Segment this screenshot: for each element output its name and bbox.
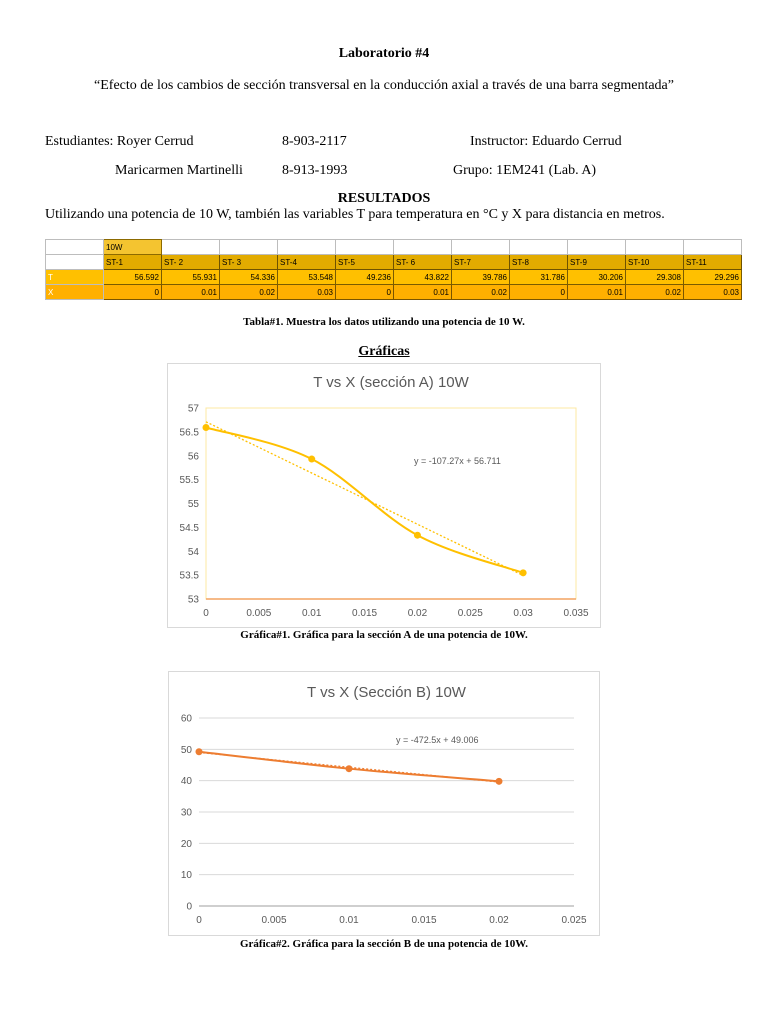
y-tick-label: 40 <box>180 776 192 788</box>
chart-title: T vs X (sección A) 10W <box>313 374 469 391</box>
y-tick-label: 54 <box>187 546 199 558</box>
x-tick-label: 0.02 <box>407 608 428 619</box>
table-caption: Tabla#1. Muestra los datos utilizando una potencia de 10 W. <box>243 316 525 328</box>
station-header: ST-5 <box>336 255 394 270</box>
station-header: ST-9 <box>568 255 626 270</box>
x-tick-label: 0.005 <box>246 608 272 619</box>
document-title: Laboratorio #4 <box>338 46 430 61</box>
station-header: ST-10 <box>626 255 684 270</box>
x-tick-label: 0.025 <box>457 608 483 619</box>
station-header: ST-1 <box>104 255 162 270</box>
chart-svg <box>169 672 599 935</box>
trendline <box>206 422 523 576</box>
results-heading: RESULTADOS <box>337 191 431 206</box>
data-point <box>346 765 353 772</box>
station-header: ST-8 <box>510 255 568 270</box>
x-tick-label: 0.025 <box>561 915 587 926</box>
table-row <box>46 255 742 270</box>
table-cell: 29.308 <box>626 270 684 285</box>
station-header: ST-4 <box>278 255 336 270</box>
x-tick-label: 0 <box>203 608 209 619</box>
table-cell: 0.01 <box>162 285 220 300</box>
table-cell: 43.822 <box>394 270 452 285</box>
y-tick-label: 20 <box>180 838 192 850</box>
station-header: ST- 2 <box>162 255 220 270</box>
trendline-equation: y = -107.27x + 56.711 <box>414 456 501 466</box>
data-point <box>520 569 527 576</box>
station-header: ST- 6 <box>394 255 452 270</box>
y-tick-label: 0 <box>186 901 192 913</box>
x-tick-label: 0 <box>196 915 202 926</box>
chart-section-a <box>167 363 601 628</box>
chart-section-b <box>168 671 600 936</box>
table-cell: 56.592 <box>104 270 162 285</box>
table-cell: 0.01 <box>568 285 626 300</box>
plot-area <box>206 408 576 599</box>
y-tick-label: 56.5 <box>179 427 199 439</box>
chart-title: T vs X (Sección B) 10W <box>307 684 466 701</box>
x-tick-label: 0.01 <box>339 915 359 926</box>
x-tick-label: 0.035 <box>563 608 589 619</box>
trendline-equation: y = -472.5x + 49.006 <box>396 735 479 745</box>
row-label-x: X <box>46 285 104 300</box>
y-tick-label: 53.5 <box>179 570 199 582</box>
y-tick-label: 53 <box>187 594 199 606</box>
x-tick-label: 0.03 <box>513 608 533 619</box>
station-header: ST- 3 <box>220 255 278 270</box>
y-tick-label: 50 <box>180 744 192 756</box>
table-row <box>46 270 742 285</box>
students-label: Estudiantes: Royer Cerrud <box>45 134 194 149</box>
table-cell: 0.01 <box>394 285 452 300</box>
results-intro: Utilizando una potencia de 10 W, también las variables T para temperatura en °C y X para distancia en metros. <box>45 207 665 222</box>
table-cell: 49.236 <box>336 270 394 285</box>
table-cell: 53.548 <box>278 270 336 285</box>
student1-id: 8-903-2117 <box>282 134 347 149</box>
chart-b-caption: Gráfica#2. Gráfica para la sección B de una potencia de 10W. <box>239 938 529 950</box>
x-tick-label: 0.005 <box>261 915 287 926</box>
row-label-t: T <box>46 270 104 285</box>
x-tick-label: 0.015 <box>352 608 378 619</box>
table-cell: 30.206 <box>568 270 626 285</box>
data-point <box>196 748 203 755</box>
table-cell: 0.03 <box>684 285 742 300</box>
table-cell: 54.336 <box>220 270 278 285</box>
table-cell: 0 <box>510 285 568 300</box>
series-line <box>206 427 523 572</box>
table-cell: 0 <box>104 285 162 300</box>
data-table <box>45 239 742 300</box>
group: Grupo: 1EM241 (Lab. A) <box>453 163 597 178</box>
y-tick-label: 55 <box>187 499 199 510</box>
table-cell: 31.786 <box>510 270 568 285</box>
document-subtitle: “Efecto de los cambios de sección transversal en la conducción axial a través de una barra segmentada” <box>94 78 674 93</box>
y-tick-label: 10 <box>180 870 192 882</box>
y-tick-label: 57 <box>187 403 199 415</box>
table-cell: 29.296 <box>684 270 742 285</box>
station-header: ST-11 <box>684 255 742 270</box>
data-point <box>203 424 210 431</box>
student2-name: Maricarmen Martinelli <box>115 163 243 178</box>
chart-a-caption: Gráfica#1. Gráfica para la sección A de una potencia de 10W. <box>240 629 528 641</box>
data-point <box>308 456 315 463</box>
table-cell: 0.02 <box>626 285 684 300</box>
x-tick-label: 0.02 <box>489 915 509 926</box>
table-cell: 39.786 <box>452 270 510 285</box>
table-cell: 0.02 <box>452 285 510 300</box>
table-cell: 0.02 <box>220 285 278 300</box>
table-cell: 0.03 <box>278 285 336 300</box>
instructor: Instructor: Eduardo Cerrud <box>470 134 622 149</box>
station-header: ST-7 <box>452 255 510 270</box>
x-tick-label: 0.01 <box>301 608 322 619</box>
data-point <box>414 532 421 539</box>
x-tick-label: 0.015 <box>411 915 437 926</box>
power-label: 10W <box>104 240 162 255</box>
y-tick-label: 30 <box>180 807 192 819</box>
chart-svg <box>168 364 600 627</box>
data-point <box>496 778 503 785</box>
table-row <box>46 285 742 300</box>
y-tick-label: 56 <box>187 451 199 463</box>
y-tick-label: 54.5 <box>179 522 199 534</box>
student2-id: 8-913-1993 <box>282 163 348 178</box>
graphs-heading: Gráficas <box>358 344 410 359</box>
table-cell: 55.931 <box>162 270 220 285</box>
y-tick-label: 55.5 <box>179 475 199 487</box>
y-tick-label: 60 <box>180 713 192 725</box>
table-cell: 0 <box>336 285 394 300</box>
table-row <box>46 240 742 255</box>
